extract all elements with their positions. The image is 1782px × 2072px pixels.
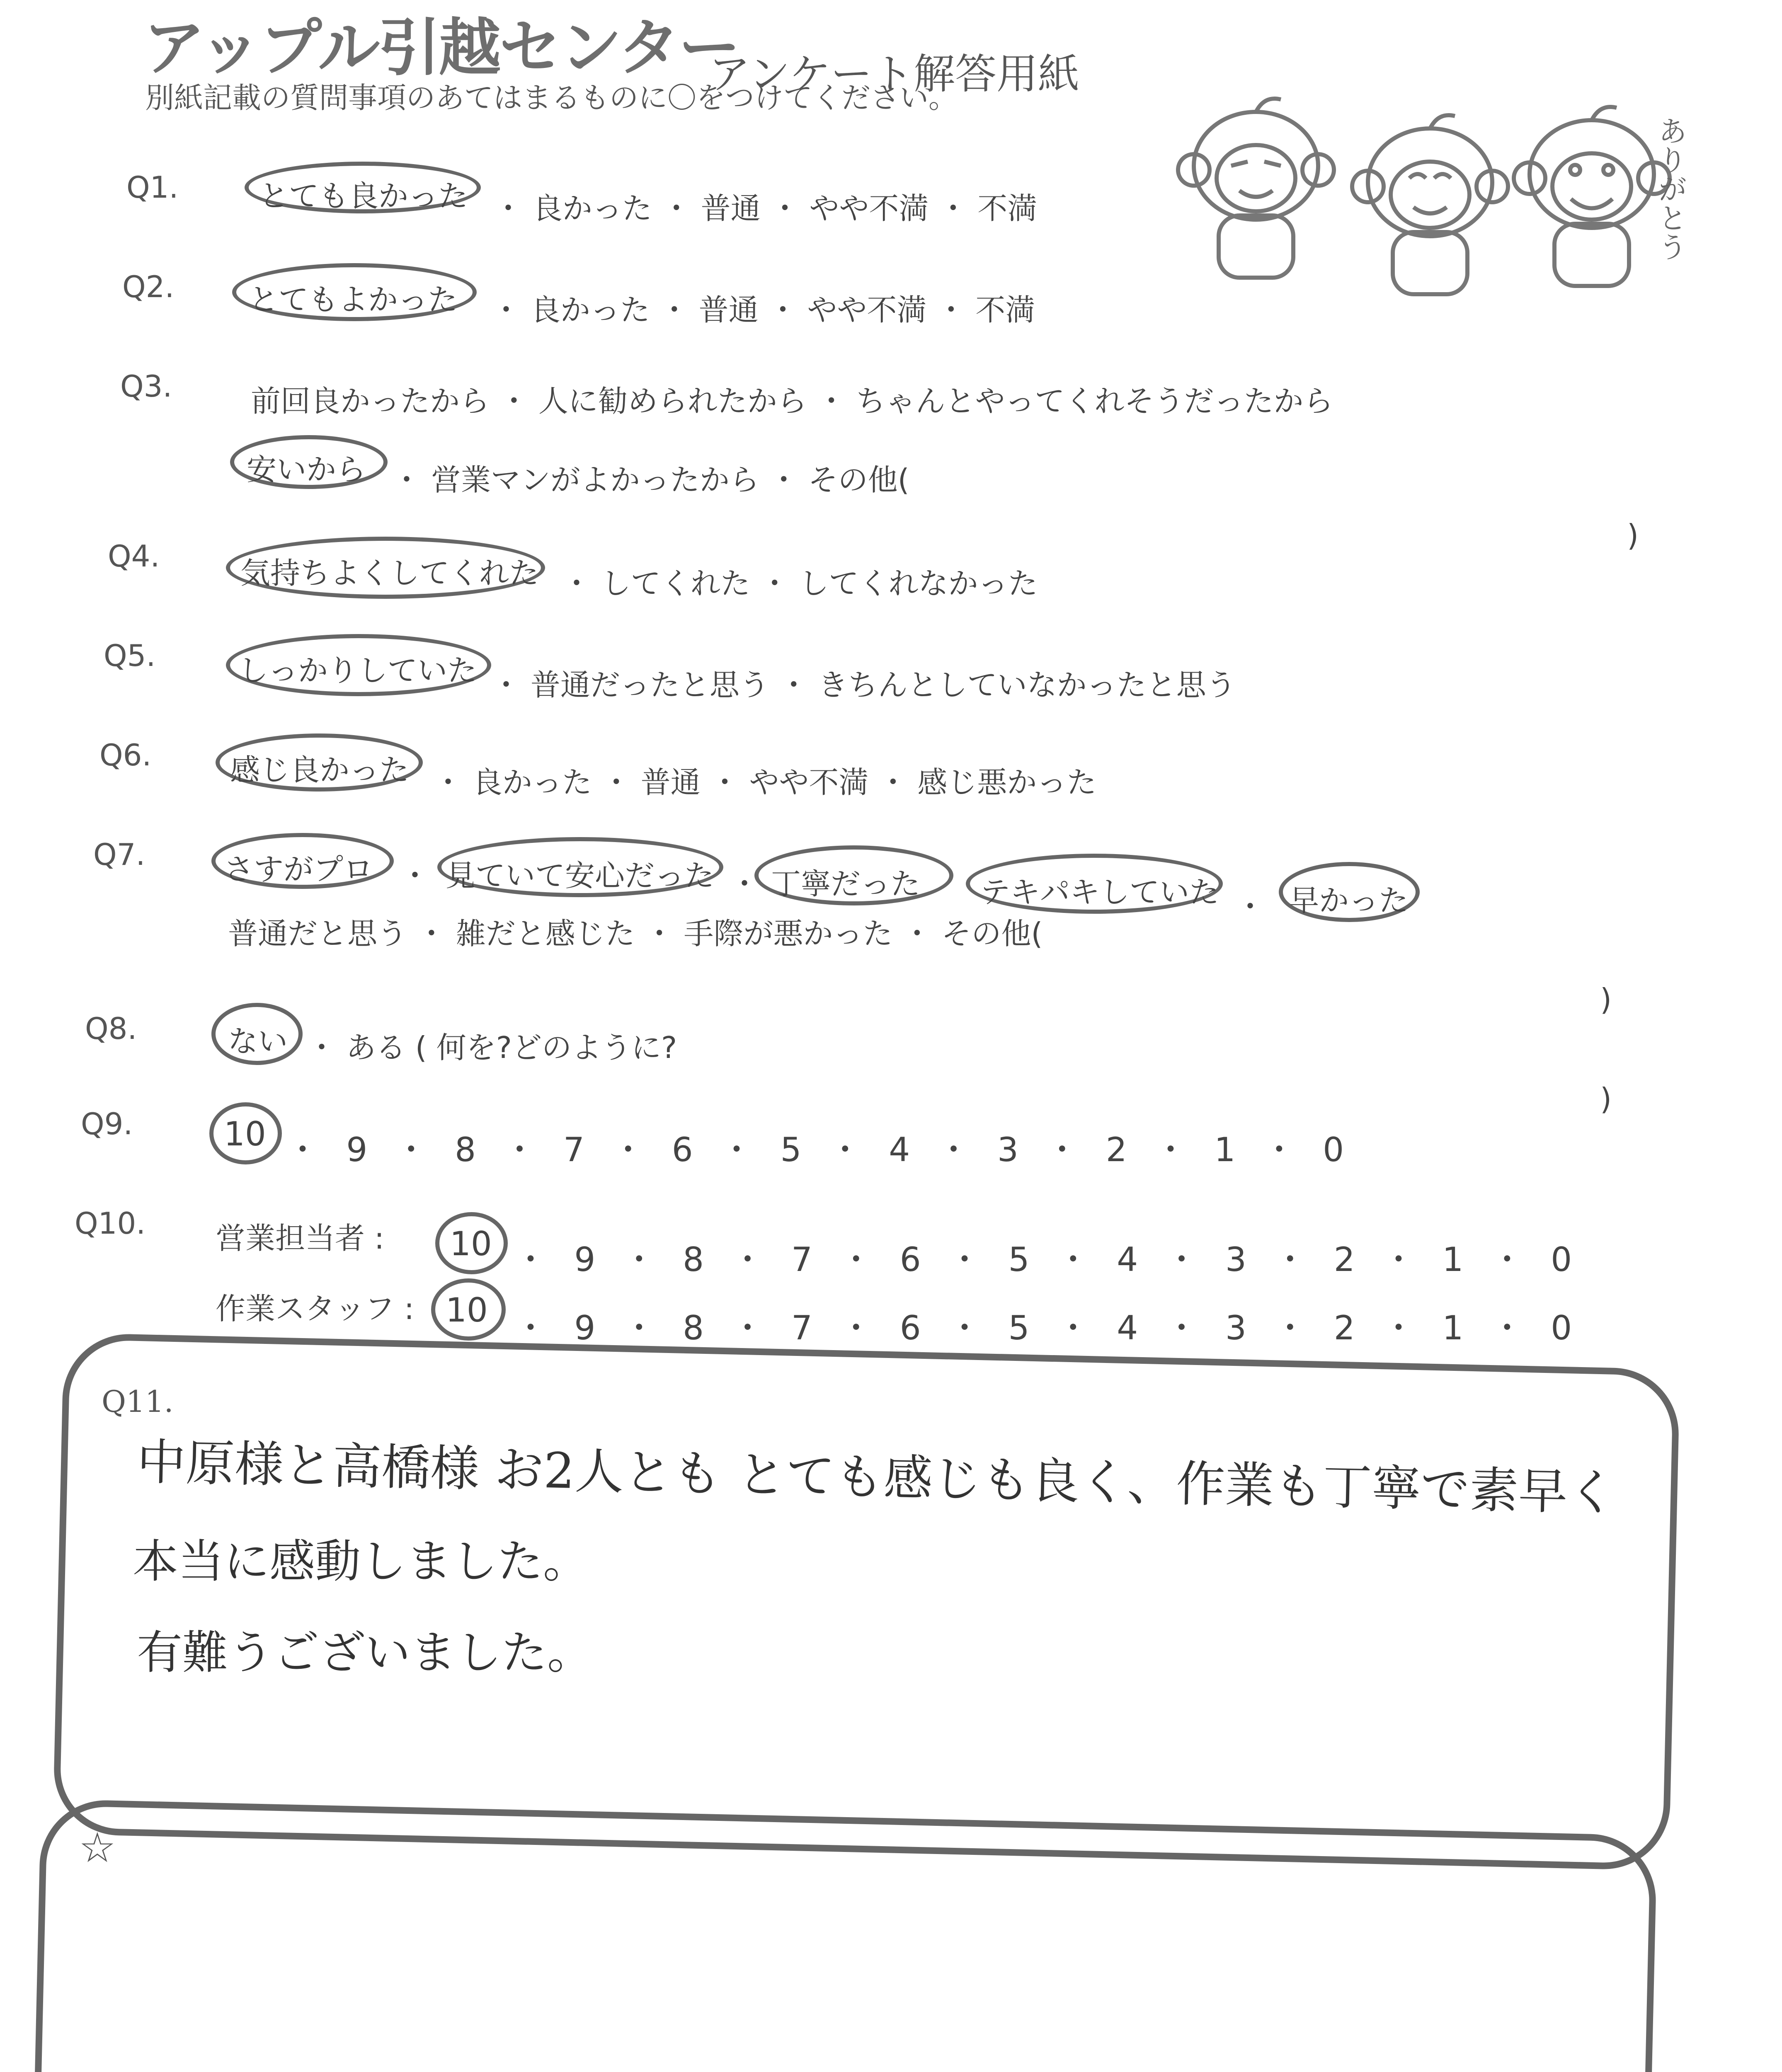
q11-label: Q11. [102, 1384, 174, 1419]
q1-options-rest[interactable]: ・ 良かった ・ 普通 ・ やや不満 ・ 不満 [493, 191, 1038, 226]
q5-label: Q5. [104, 638, 156, 673]
q2-options-rest[interactable]: ・ 良かった ・ 普通 ・ やや不満 ・ 不満 [491, 293, 1035, 327]
q8-option-selected[interactable]: ない [228, 1024, 288, 1059]
monkey-icon [1514, 107, 1670, 286]
q3-label: Q3. [120, 369, 172, 404]
form-subtitle: アンケート解答用紙 [709, 50, 1079, 98]
q2-label: Q2. [122, 269, 175, 304]
instruction-text: 別紙記載の質問事項のあてはまるものに〇をつけてください。 [145, 81, 958, 115]
q3-options-line2[interactable]: ・ 営業マンがよかったから ・ その他( [392, 462, 909, 497]
star-icon: ☆ [79, 1823, 116, 1872]
q6-label: Q6. [99, 738, 152, 772]
q4-option-selected[interactable]: 気持ちよくしてくれた [240, 556, 539, 591]
q7-sep: ・ [1235, 889, 1266, 924]
q8-close-paren: ) [1600, 1082, 1612, 1116]
q6-options-rest[interactable]: ・ 良かった ・ 普通 ・ やや不満 ・ 感じ悪かった [433, 765, 1097, 800]
q10-staff-selected[interactable]: 10 [446, 1291, 488, 1329]
q10-staff-rest[interactable]: ・ 9 ・ 8 ・ 7 ・ 6 ・ 5 ・ 4 ・ 3 ・ 2 ・ 1 ・ 0 [514, 1309, 1572, 1347]
q10-staff-label: 作業スタッフ : [216, 1291, 415, 1326]
q7-sep: ・ [400, 858, 430, 893]
monkey-icon [1178, 99, 1334, 278]
q9-label: Q9. [81, 1106, 133, 1141]
q1-label: Q1. [126, 170, 179, 205]
q7-option-b[interactable]: 見ていて安心だった [446, 858, 715, 893]
q7-option-e[interactable]: 早かった [1289, 883, 1409, 918]
q7-option-d[interactable]: テキパキしていた [980, 875, 1220, 910]
q7-options-line2[interactable]: 普通だと思う ・ 雑だと感じた ・ 手際が悪かった ・ その他( [228, 916, 1043, 951]
q5-option-selected[interactable]: しっかりしていた [238, 653, 478, 688]
q7-label: Q7. [93, 837, 145, 872]
monkey-icon [1352, 115, 1508, 294]
q2-option-selected[interactable]: とてもよかった [249, 282, 458, 317]
q10-sales-selected[interactable]: 10 [450, 1225, 492, 1263]
q5-options-rest[interactable]: ・ 普通だったと思う ・ きちんとしていなかったと思う [491, 668, 1236, 702]
q3-options-line1[interactable]: 前回良かったから ・ 人に勧められたから ・ ちゃんとやってくれそうだったから [251, 384, 1333, 419]
q4-label: Q4. [108, 539, 160, 574]
monkey-mascot-illustration [1152, 79, 1704, 303]
thanks-text: ありがとう [1654, 116, 1687, 261]
q3-close-paren: ) [1627, 518, 1639, 553]
q10-label: Q10. [75, 1206, 146, 1241]
q7-option-a[interactable]: さすがプロ [224, 852, 373, 887]
q6-option-selected[interactable]: 感じ良かった [230, 753, 410, 787]
q3-option-selected[interactable]: 安いから [247, 452, 366, 487]
q7-sep: ・ [730, 867, 760, 901]
q11-comment-box[interactable] [53, 1333, 1680, 1871]
q11-comment-line2: 本当に感動しました。 [133, 1535, 589, 1588]
q8-label: Q8. [85, 1011, 137, 1046]
q7-option-c[interactable]: 丁寧だった [771, 867, 921, 901]
star-comment-box[interactable] [30, 1799, 1657, 2072]
q9-options-rest[interactable]: ・ 9 ・ 8 ・ 7 ・ 6 ・ 5 ・ 4 ・ 3 ・ 2 ・ 1 ・ 0 [286, 1130, 1344, 1169]
q8-option-rest[interactable]: ・ ある ( 何を?どのように? [307, 1030, 677, 1065]
q11-comment-line3: 有難うございました。 [137, 1626, 593, 1679]
form-title: アップル引越センター [143, 12, 739, 84]
q10-sales-label: 営業担当者 : [216, 1221, 385, 1256]
q4-options-rest[interactable]: ・ してくれた ・ してくれなかった [562, 566, 1038, 601]
q11-comment-line1: 中原様と高橋様 お2人とも とても感じも良く、作業も丁寧で素早く [136, 1433, 1617, 1522]
q1-option-selected[interactable]: とても良かった [259, 179, 468, 213]
q7-close-paren: ) [1600, 982, 1612, 1017]
q9-option-selected[interactable]: 10 [224, 1115, 266, 1153]
q10-sales-rest[interactable]: ・ 9 ・ 8 ・ 7 ・ 6 ・ 5 ・ 4 ・ 3 ・ 2 ・ 1 ・ 0 [514, 1240, 1572, 1279]
